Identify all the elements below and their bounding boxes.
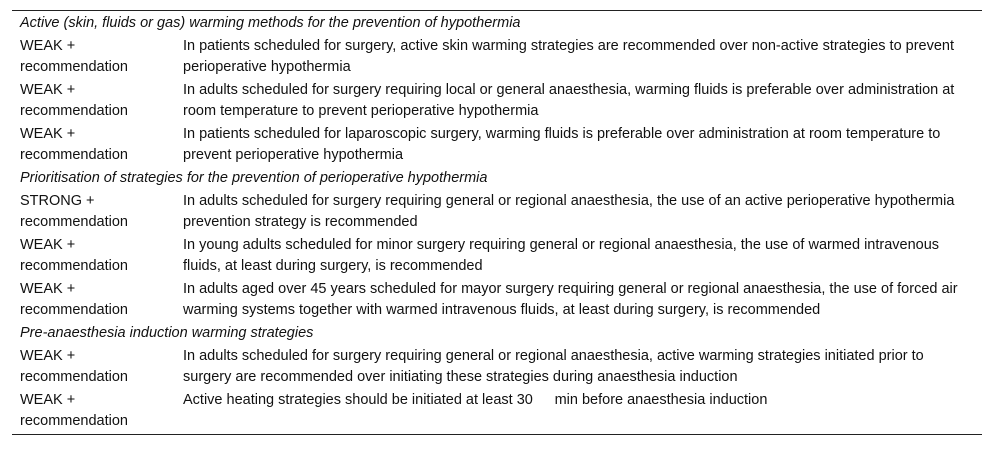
recommendation-strength [12,277,183,321]
strength-label: WEAK + [20,281,76,297]
recommendation-strength [12,78,183,122]
table-row [12,78,982,122]
strength-kind: recommendation [20,258,128,274]
section-heading: Pre-anaesthesia induction warming strategies [20,325,314,341]
table-row [12,122,982,166]
strength-kind: recommendation [20,59,128,75]
table-row [12,344,982,388]
strength-kind: recommendation [20,214,128,230]
recommendations-grid [12,11,982,434]
strength-label: WEAK + [20,38,76,54]
strength-label: WEAK + [20,126,76,142]
strength-label: WEAK + [20,392,76,408]
section-heading-row [12,166,982,189]
table-row [12,388,982,434]
strength-kind: recommendation [20,413,128,429]
recommendation-strength [12,388,183,434]
table-row [12,233,982,277]
strength-kind: recommendation [20,147,128,163]
section-heading: Active (skin, fluids or gas) warming methods for the prevention of hypothermia [20,15,521,31]
strength-label: WEAK + [20,348,76,364]
recommendation-text: In adults scheduled for surgery requiring local or general anaesthesia, warming fluids is preferable over administration at room temperature to prevent perioperative hypothermia [183,82,955,119]
recommendation-strength [12,189,183,233]
section-heading: Prioritisation of strategies for the prevention of perioperative hypothermia [20,170,488,186]
recommendation-strength [12,122,183,166]
table-row [12,277,982,321]
strength-kind: recommendation [20,302,128,318]
recommendation-strength [12,34,183,78]
section-heading-row [12,321,982,344]
strength-kind: recommendation [20,369,128,385]
recommendation-text: In patients scheduled for surgery, active skin warming strategies are recommended over non-active strategies to prevent perioperative hypothermia [183,38,955,75]
recommendation-strength [12,344,183,388]
table-row [12,189,982,233]
recommendation-text: In adults scheduled for surgery requiring general or regional anaesthesia, the use of an active perioperative hypothermia prevention strategy is recommended [183,193,955,230]
recommendation-text: In adults aged over 45 years scheduled for mayor surgery requiring general or regional anaesthesia, the use of forced air warming systems together with warmed intravenous fluids, at least during surgery, is recommended [183,281,958,318]
strength-label: WEAK + [20,237,76,253]
strength-kind: recommendation [20,103,128,119]
section-heading-row [12,11,982,34]
recommendation-text: Active heating strategies should be initiated at least 30 min before anaesthesia induction [183,392,768,408]
recommendation-text: In adults scheduled for surgery requiring general or regional anaesthesia, active warming strategies initiated prior to surgery are recommended over initiating these strategies during anaesthesia induction [183,348,924,385]
recommendation-text: In young adults scheduled for minor surgery requiring general or regional anaesthesia, the use of warmed intravenous fluids, at least during surgery, is recommended [183,237,940,274]
strength-label: STRONG + [20,193,95,209]
table-row [12,34,982,78]
recommendations-table [12,10,982,435]
recommendation-strength [12,233,183,277]
strength-label: WEAK + [20,82,76,98]
recommendation-text: In patients scheduled for laparoscopic surgery, warming fluids is preferable over administration at room temperature to prevent perioperative hypothermia [183,126,941,163]
